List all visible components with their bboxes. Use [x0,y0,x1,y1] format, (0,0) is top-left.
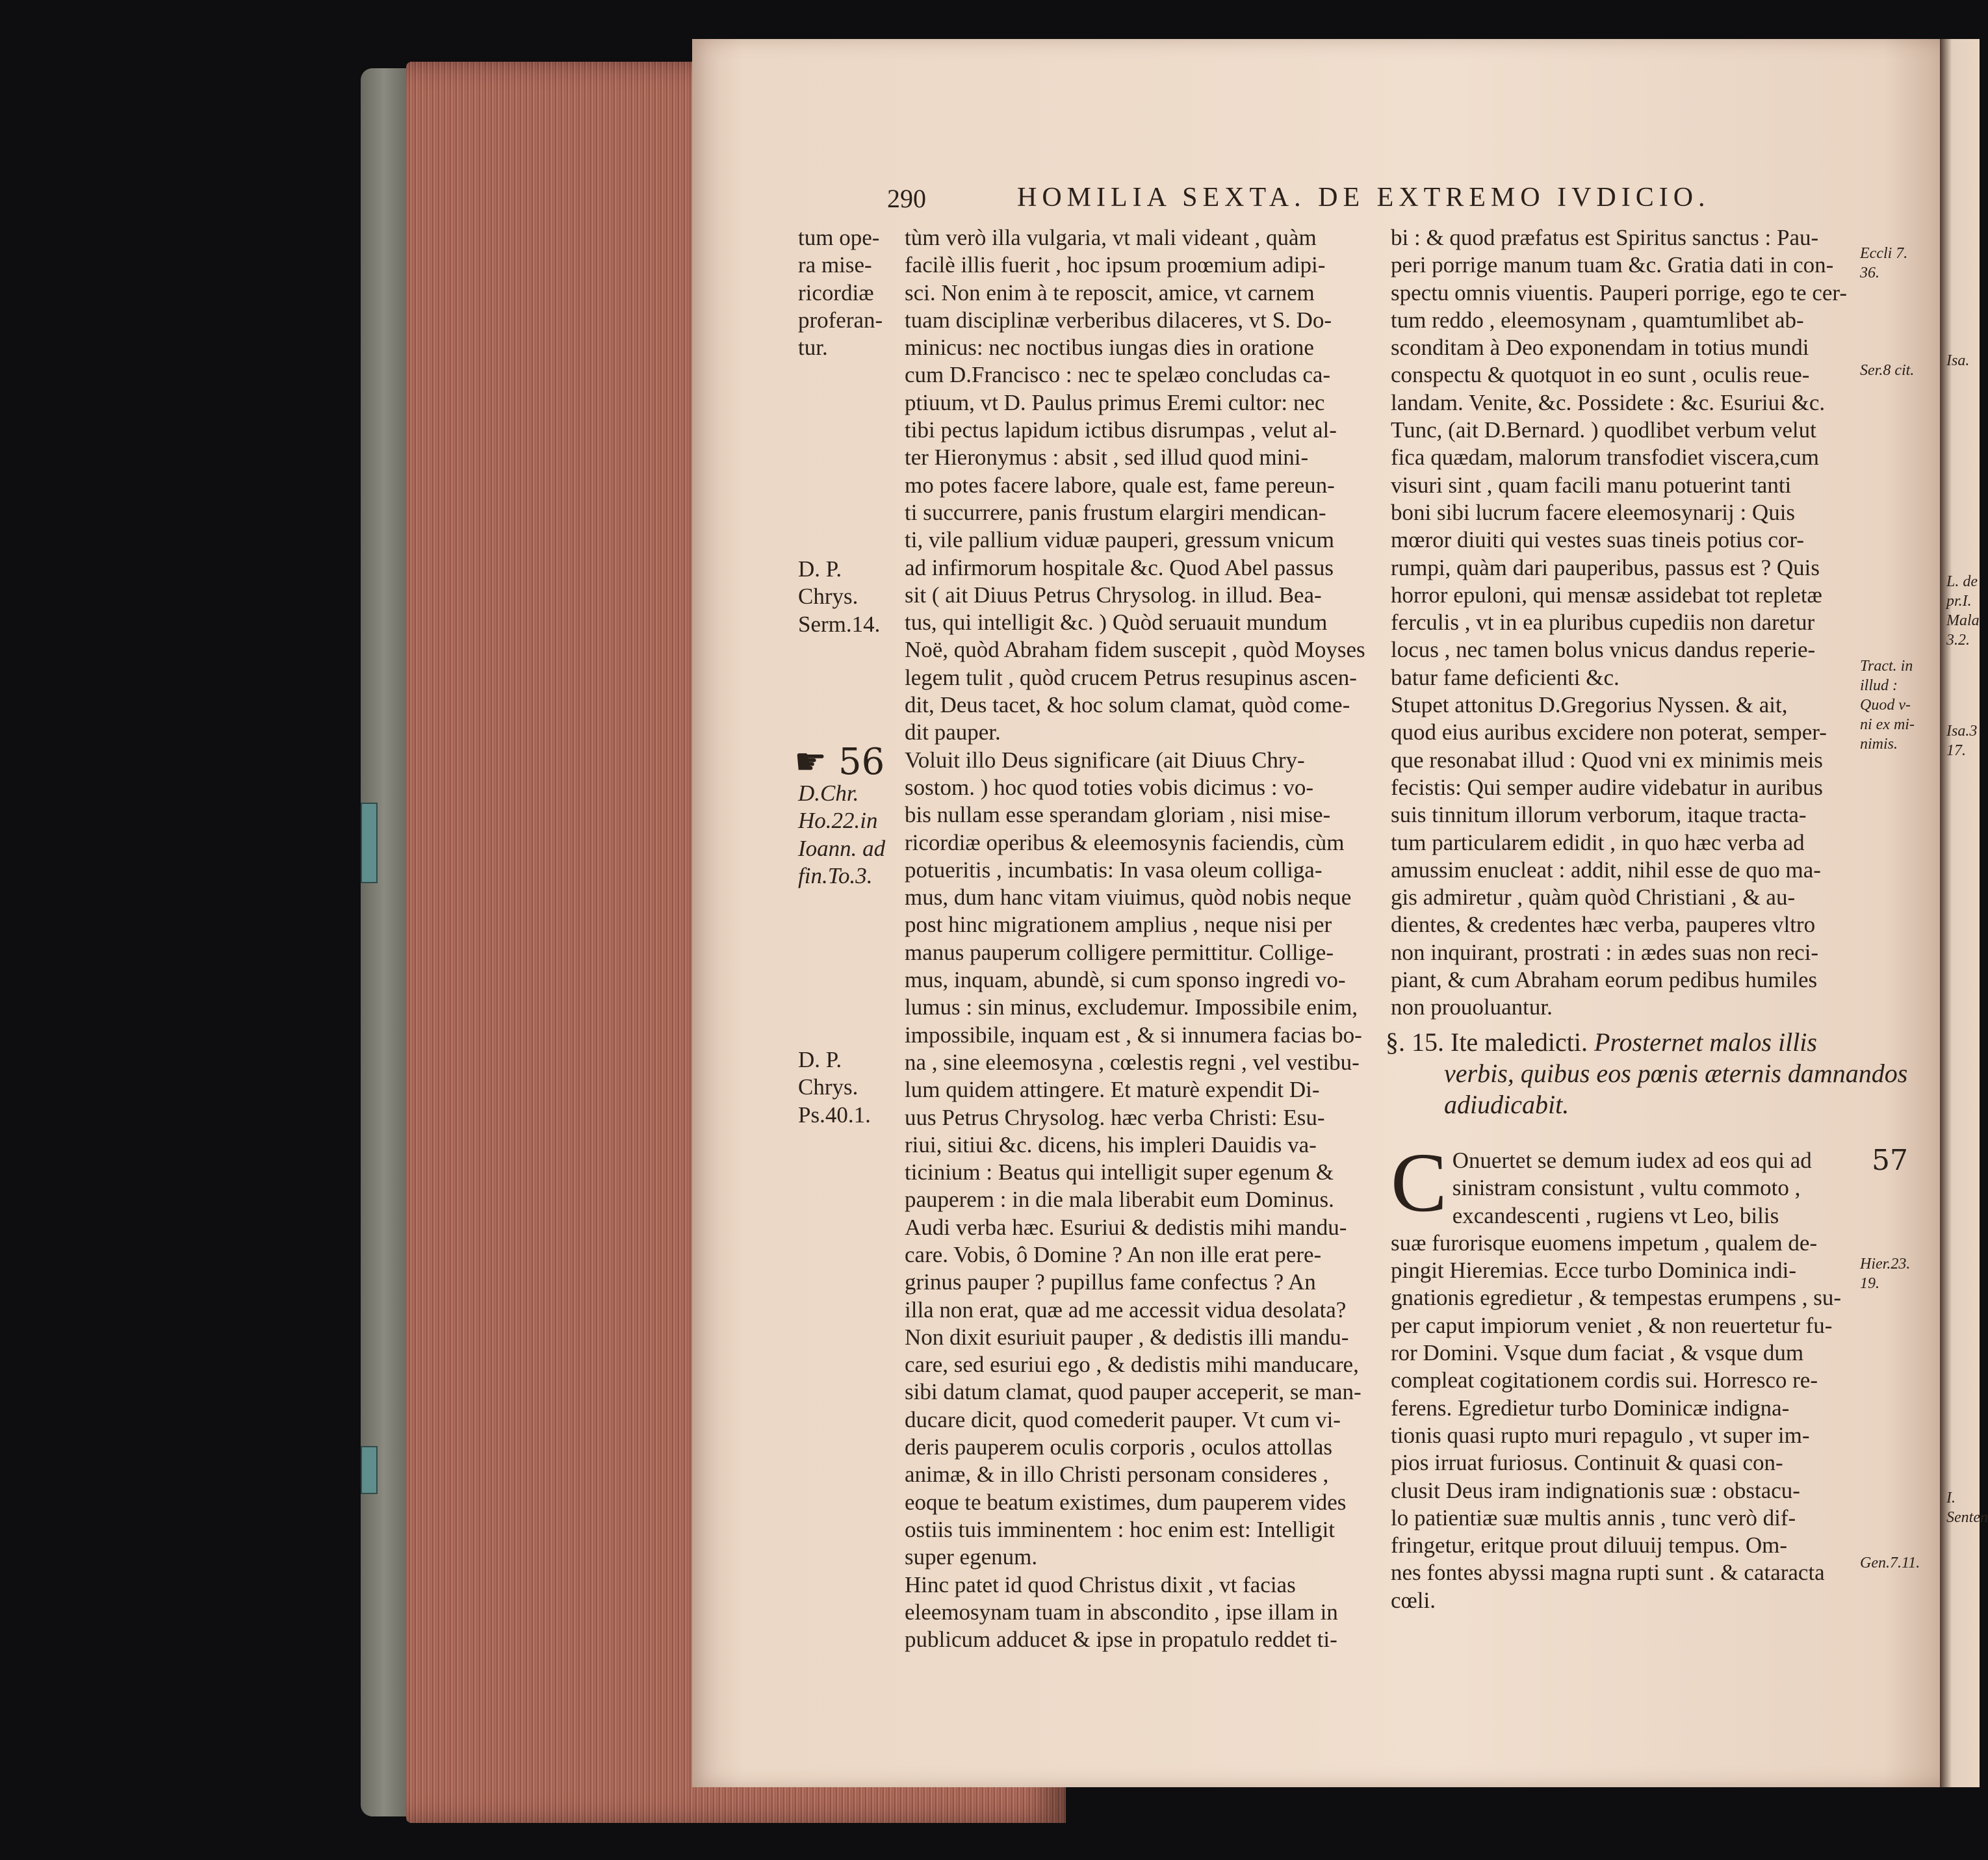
text-column-right [1391,224,1872,1022]
margin-line: 36. [1860,265,1879,281]
text-line: sconditam à Deo exponendam in totius mundi [1391,335,1809,361]
text-line: suæ furorisque euomens impetum , qualem de- [1391,1230,1818,1256]
text-line: mo potes facere labore, quale est, fame pereun- [905,472,1335,498]
facing-margin-c [1946,721,1977,760]
text-line: sibi datum clamat, quod pauper acceperit, se man- [905,1379,1362,1405]
text-line: non prouoluantur. [1391,994,1553,1020]
margin-line: Chrys. [798,584,858,610]
text-line: quod eius auribus excidere non poterat, semper- [1391,719,1827,745]
handwritten-number: 56 [838,741,885,783]
margin-line: tum ope- [798,225,880,250]
text-line: post hinc migrationem amplius , neque nisi per [905,912,1332,938]
text-line: lum quidem attingere. Et maturè expendit Di- [905,1077,1320,1103]
text-line: ricordiæ operibus & eleemosynis faciendis, cùm [905,829,1345,855]
text-line: illa non erat, quæ ad me accessit vidua desolata? [905,1297,1347,1323]
text-line: pauperem : in die mala liberabit eum Dominus. [905,1187,1334,1213]
text-column-right-bottom [1391,1136,1872,1614]
text-line: care, sed esuriui ego , & dedistis mihi manducare, [905,1352,1359,1378]
margin-line: Ho.22.in [798,808,878,834]
margin-line: tur. [798,335,828,361]
margin-line: I. [1946,1490,1956,1506]
margin-line: 17. [1946,742,1966,759]
text-line: bi : & quod præfatus est Spiritus sanctus : Pau- [1391,225,1819,250]
text-line: dit, Deus tacet, & hoc solum clamat, quòd come- [905,692,1350,718]
text-line: tibi pectus lapidum ictibus disrumpas , velut al- [905,417,1337,443]
text-line: Non dixit esuriuit pauper , & dedistis illi mandu- [905,1324,1349,1350]
clasp-lower [361,1446,378,1494]
text-line: pingit Hieremias. Ecce turbo Dominica indi- [1391,1258,1796,1284]
margin-line: Gen.7.11. [1860,1555,1920,1571]
text-line: pios irruat furiosus. Continuit & quasi con- [1391,1450,1783,1476]
text-line: horror epuloni, qui mensæ assidebat tot repletæ [1391,582,1822,608]
margin-line: 19. [1860,1275,1879,1292]
text-line: piant, & cum Abraham eorum pedibus humiles [1391,967,1818,993]
text-line: boni sibi lucrum facere eleemosynarij : Quis [1391,499,1796,525]
margin-line: proferan- [798,307,883,333]
margin-line: Hier.23. [1860,1256,1911,1272]
text-line: potueritis , incumbatis: In vasa oleum colliga- [905,857,1323,883]
manicule-56 [794,741,884,783]
margin-line: Ps.40.1. [798,1102,871,1128]
margin-line: ricordiæ [798,279,874,305]
text-line: Hinc patet id quod Christus dixit , vt facias [905,1571,1296,1597]
margin-note-tract [1860,656,1915,754]
section-number: §. 15. [1386,1027,1444,1057]
text-line: tus, qui intelligit &c. ) Quòd seruauit mundum [905,610,1328,636]
margin-line: Isa. [1946,352,1970,369]
text-line: super egenum. [905,1544,1038,1570]
text-line: compleat cogitationem cordis sui. Horresco re- [1391,1367,1818,1393]
section-summary-line-1: Prosternet malos illis [1594,1027,1817,1057]
text-line: ducare dicit, quod comederit pauper. Vt cum vi- [905,1406,1341,1432]
text-line: fica quædam, malorum transfodiet viscera,cum [1391,445,1819,471]
text-line: conspectu & quotquot in eo sunt , oculis reue- [1391,362,1810,388]
text-line: legem tulit , quòd crucem Petrus resupinus ascen- [905,664,1357,690]
text-line: tuam disciplinæ verberibus dilaceres, vt S. Do- [905,307,1332,333]
text-line: impossibile, inquam est , & si innumera facias bo- [905,1022,1362,1048]
text-line: mus, dum hanc vitam viuimus, quòd nobis neque [905,885,1352,911]
text-line: minicus: nec noctibus iungas dies in oratione [905,335,1314,361]
section-heading: Ite maledicti. [1451,1027,1588,1057]
margin-line: nimis. [1860,736,1898,753]
text-line: bis nullam esse sperandam gloriam , nisi mise- [905,802,1331,828]
text-line: rumpi, quàm dari pauperibus, passus est ? Quis [1391,554,1820,580]
text-line: excandescenti , rugiens vt Leo, bilis [1452,1202,1779,1228]
margin-line: Quod v- [1860,697,1911,714]
section-summary-line-2: verbis, quibus eos pœnis æternis damnandos [1444,1059,1908,1088]
handwritten-number-57: 57 [1872,1144,1908,1177]
text-line: landam. Venite, &c. Possidete : &c. Esuriui &c. [1391,389,1826,415]
text-line: ti, vile pallium viduæ pauperi, gressum vnicum [905,527,1335,553]
text-line: dit pauper. [905,719,1001,745]
facing-margin-a [1946,351,1969,370]
text-line: Audi verba hæc. Esuriui & dedistis mihi mandu- [905,1214,1347,1240]
text-line: sostom. ) hoc quod toties vobis dicimus : vo- [905,774,1314,800]
text-line: gnationis egredietur , & tempestas erumpens , su- [1391,1285,1842,1311]
margin-line: Serm.14. [798,611,881,637]
margin-note-eccli [1860,244,1907,283]
drop-cap: C [1391,1136,1447,1230]
text-line: sinistram consistunt , vultu commoto , [1452,1175,1801,1201]
running-title: HOMILIA SEXTA. DE EXTREMO IVDICIO. [1017,183,1710,213]
text-line: tùm verò illa vulgaria, vt mali videant , quàm [905,225,1317,250]
text-line: batur fame deficienti &c. [1391,664,1620,690]
margin-line: pr.I. [1946,593,1972,610]
text-line: manus pauperum colligere permittitur. Collige- [905,939,1334,965]
text-line: cœli. [1391,1587,1436,1613]
margin-note-chrys-2 [798,780,905,890]
text-line: locus , nec tamen bolus vnicus dandus reperie- [1391,637,1816,663]
text-line: eoque te beatum existimes, dum pauperem vides [905,1489,1347,1515]
text-line: eleemosynam tuam in abscondito , ipse illam in [905,1599,1338,1625]
margin-line: D. P. [798,556,842,582]
text-line: tionis quasi rupto muri repagulo , vt super im- [1391,1422,1810,1448]
text-line: lo patientiæ suæ multis annis , tunc verò dif- [1391,1505,1796,1531]
text-line: peri porrige manum tuam &c. Gratia dati in con- [1391,252,1834,278]
text-line: Tunc, (ait D.Bernard. ) quodlibet verbum velut [1391,417,1816,443]
text-line: ferculis , vt in ea pluribus cupediis non daretur [1391,610,1815,636]
margin-line: 3.2. [1946,632,1970,649]
text-line: ad infirmorum hospitale &c. Quod Abel passus [905,554,1334,580]
text-line: na , sine eleemosyna , cœlestis regni , vel vestibu- [905,1049,1360,1075]
text-line: Noë, quòd Abraham fidem suscepit , quòd Moyses [905,637,1365,663]
text-line: sit ( ait Diuus Petrus Chrysolog. in illud. Bea- [905,582,1322,608]
margin-line: Ser.8 cit. [1860,362,1915,379]
margin-line: Mala [1946,612,1980,629]
text-line: gis admiretur , quàm quòd Christiani , & au- [1391,885,1796,911]
clasp-upper [361,803,378,883]
text-line: facilè illis fuerit , hoc ipsum proœmium adipi- [905,252,1326,278]
text-line: care. Vobis, ô Domine ? An non ille erat pere- [905,1241,1322,1267]
section-summary-line-3: adiudicabit. [1444,1090,1569,1119]
margin-line: L. de [1946,573,1978,590]
pointing-hand-icon: ☛ [794,741,827,783]
text-line: spectu omnis viuentis. Pauperi porrige, ego te cer- [1391,279,1848,305]
text-line: nes fontes abyssi magna rupti sunt . & cataracta [1391,1560,1825,1586]
margin-note-bernard [1860,361,1914,380]
text-line: ticinium : Beatus qui intelligit super egenum & [905,1159,1334,1185]
margin-line: D.Chr. [798,781,859,806]
margin-line: Senten [1946,1509,1988,1526]
margin-line: Chrys. [798,1074,858,1100]
margin-line: D. P. [798,1047,842,1072]
text-line: per caput impiorum veniet , & non reuertetur fu- [1391,1312,1833,1338]
margin-note-gen [1860,1553,1920,1573]
margin-line: Isa.3 [1946,723,1978,740]
text-line: ter Hieronymus : absit , sed illud quod mini- [905,445,1309,471]
margin-line: illud : [1860,677,1898,694]
text-line: ti succurrere, panis frustum elargiri mendican- [905,499,1326,525]
text-line: Voluit illo Deus significare (ait Diuus Chry- [905,747,1305,773]
text-line: uus Petrus Chrysolog. hæc verba Christi: Esu- [905,1104,1325,1130]
text-line: deris pauperem oculis corporis , oculos attollas [905,1434,1333,1460]
margin-note-hier [1860,1254,1910,1293]
margin-line: ni ex mi- [1860,716,1915,733]
text-line: clusit Deus iram indignationis suæ : obstacu- [1391,1477,1800,1503]
text-line: mœror diuiti qui vestes suas tineis potius cor- [1391,527,1805,553]
section-15 [1386,1027,1908,1120]
margin-note-chrys-3 [798,1046,905,1129]
text-line: amussim enucleat : addit, nihil esse de quo ma- [1391,857,1821,883]
margin-line: ra mise- [798,252,872,278]
text-line: que resonabat illud : Quod vni ex minimis meis [1391,747,1823,773]
text-line: grinus pauper ? pupillus fame confectus ? An [905,1269,1316,1295]
text-line: mus, inquam, abundè, si cum sponso ingredi vo- [905,967,1346,993]
text-line: animæ, & in illo Christi personam consideres , [905,1462,1329,1488]
text-line: ptiuum, vt D. Paulus primus Eremi cultor: nec [905,389,1325,415]
margin-line: Ioann. ad [798,835,886,861]
text-line: non inquirant, prostrati : in ædes suas non reci- [1391,939,1819,965]
text-line: tum reddo , eleemosynam , quamtumlibet ab- [1391,307,1804,333]
text-line: lumus : sin minus, excludemur. Impossibile enim, [905,994,1358,1020]
text-line: ror Domini. Vsque dum faciat , & vsque dum [1391,1340,1804,1366]
facing-margin-b [1946,572,1980,650]
text-line: Stupet attonitus D.Gregorius Nyssen. & ait, [1391,692,1788,718]
text-line: sci. Non enim à te reposcit, amice, vt carnem [905,279,1315,305]
text-line: cum D.Francisco : nec te spelæo concludas ca- [905,362,1331,388]
text-line: ferens. Egredietur turbo Dominicæ indigna- [1391,1395,1790,1421]
text-line: dientes, & credentes hæc verba, pauperes vltro [1391,912,1816,938]
text-line: publicum adducet & ipse in propatulo reddet ti- [905,1627,1337,1653]
facing-margin-d [1946,1488,1988,1527]
margin-line: Eccli 7. [1860,245,1908,262]
text-line: visuri sint , quam facili manu potuerint tanti [1391,472,1792,498]
text-line: riui, sitiui &c. dicens, his impleri Dauidis va- [905,1131,1317,1157]
text-line: suis tinnitum illorum verborum, itaque tracta- [1391,802,1807,828]
margin-line: fin.To.3. [798,862,873,888]
margin-note-chrys-1 [798,556,905,638]
text-line: fringetur, eritque prout diluuij tempus. Om- [1391,1532,1788,1558]
text-line: ostiis tuis imminentem : hoc enim est: Intelligit [905,1516,1336,1542]
text-line: Onuertet se demum iudex ad eos qui ad [1452,1148,1812,1173]
page-number: 290 [887,184,926,213]
text-line: fecistis: Qui semper audire videbatur in auribus [1391,774,1823,800]
text-column-left [905,224,1399,1653]
text-line: tum particularem edidit , in quo hæc verba ad [1391,829,1805,855]
margin-left-top [798,224,905,361]
margin-line: Tract. in [1860,658,1913,675]
